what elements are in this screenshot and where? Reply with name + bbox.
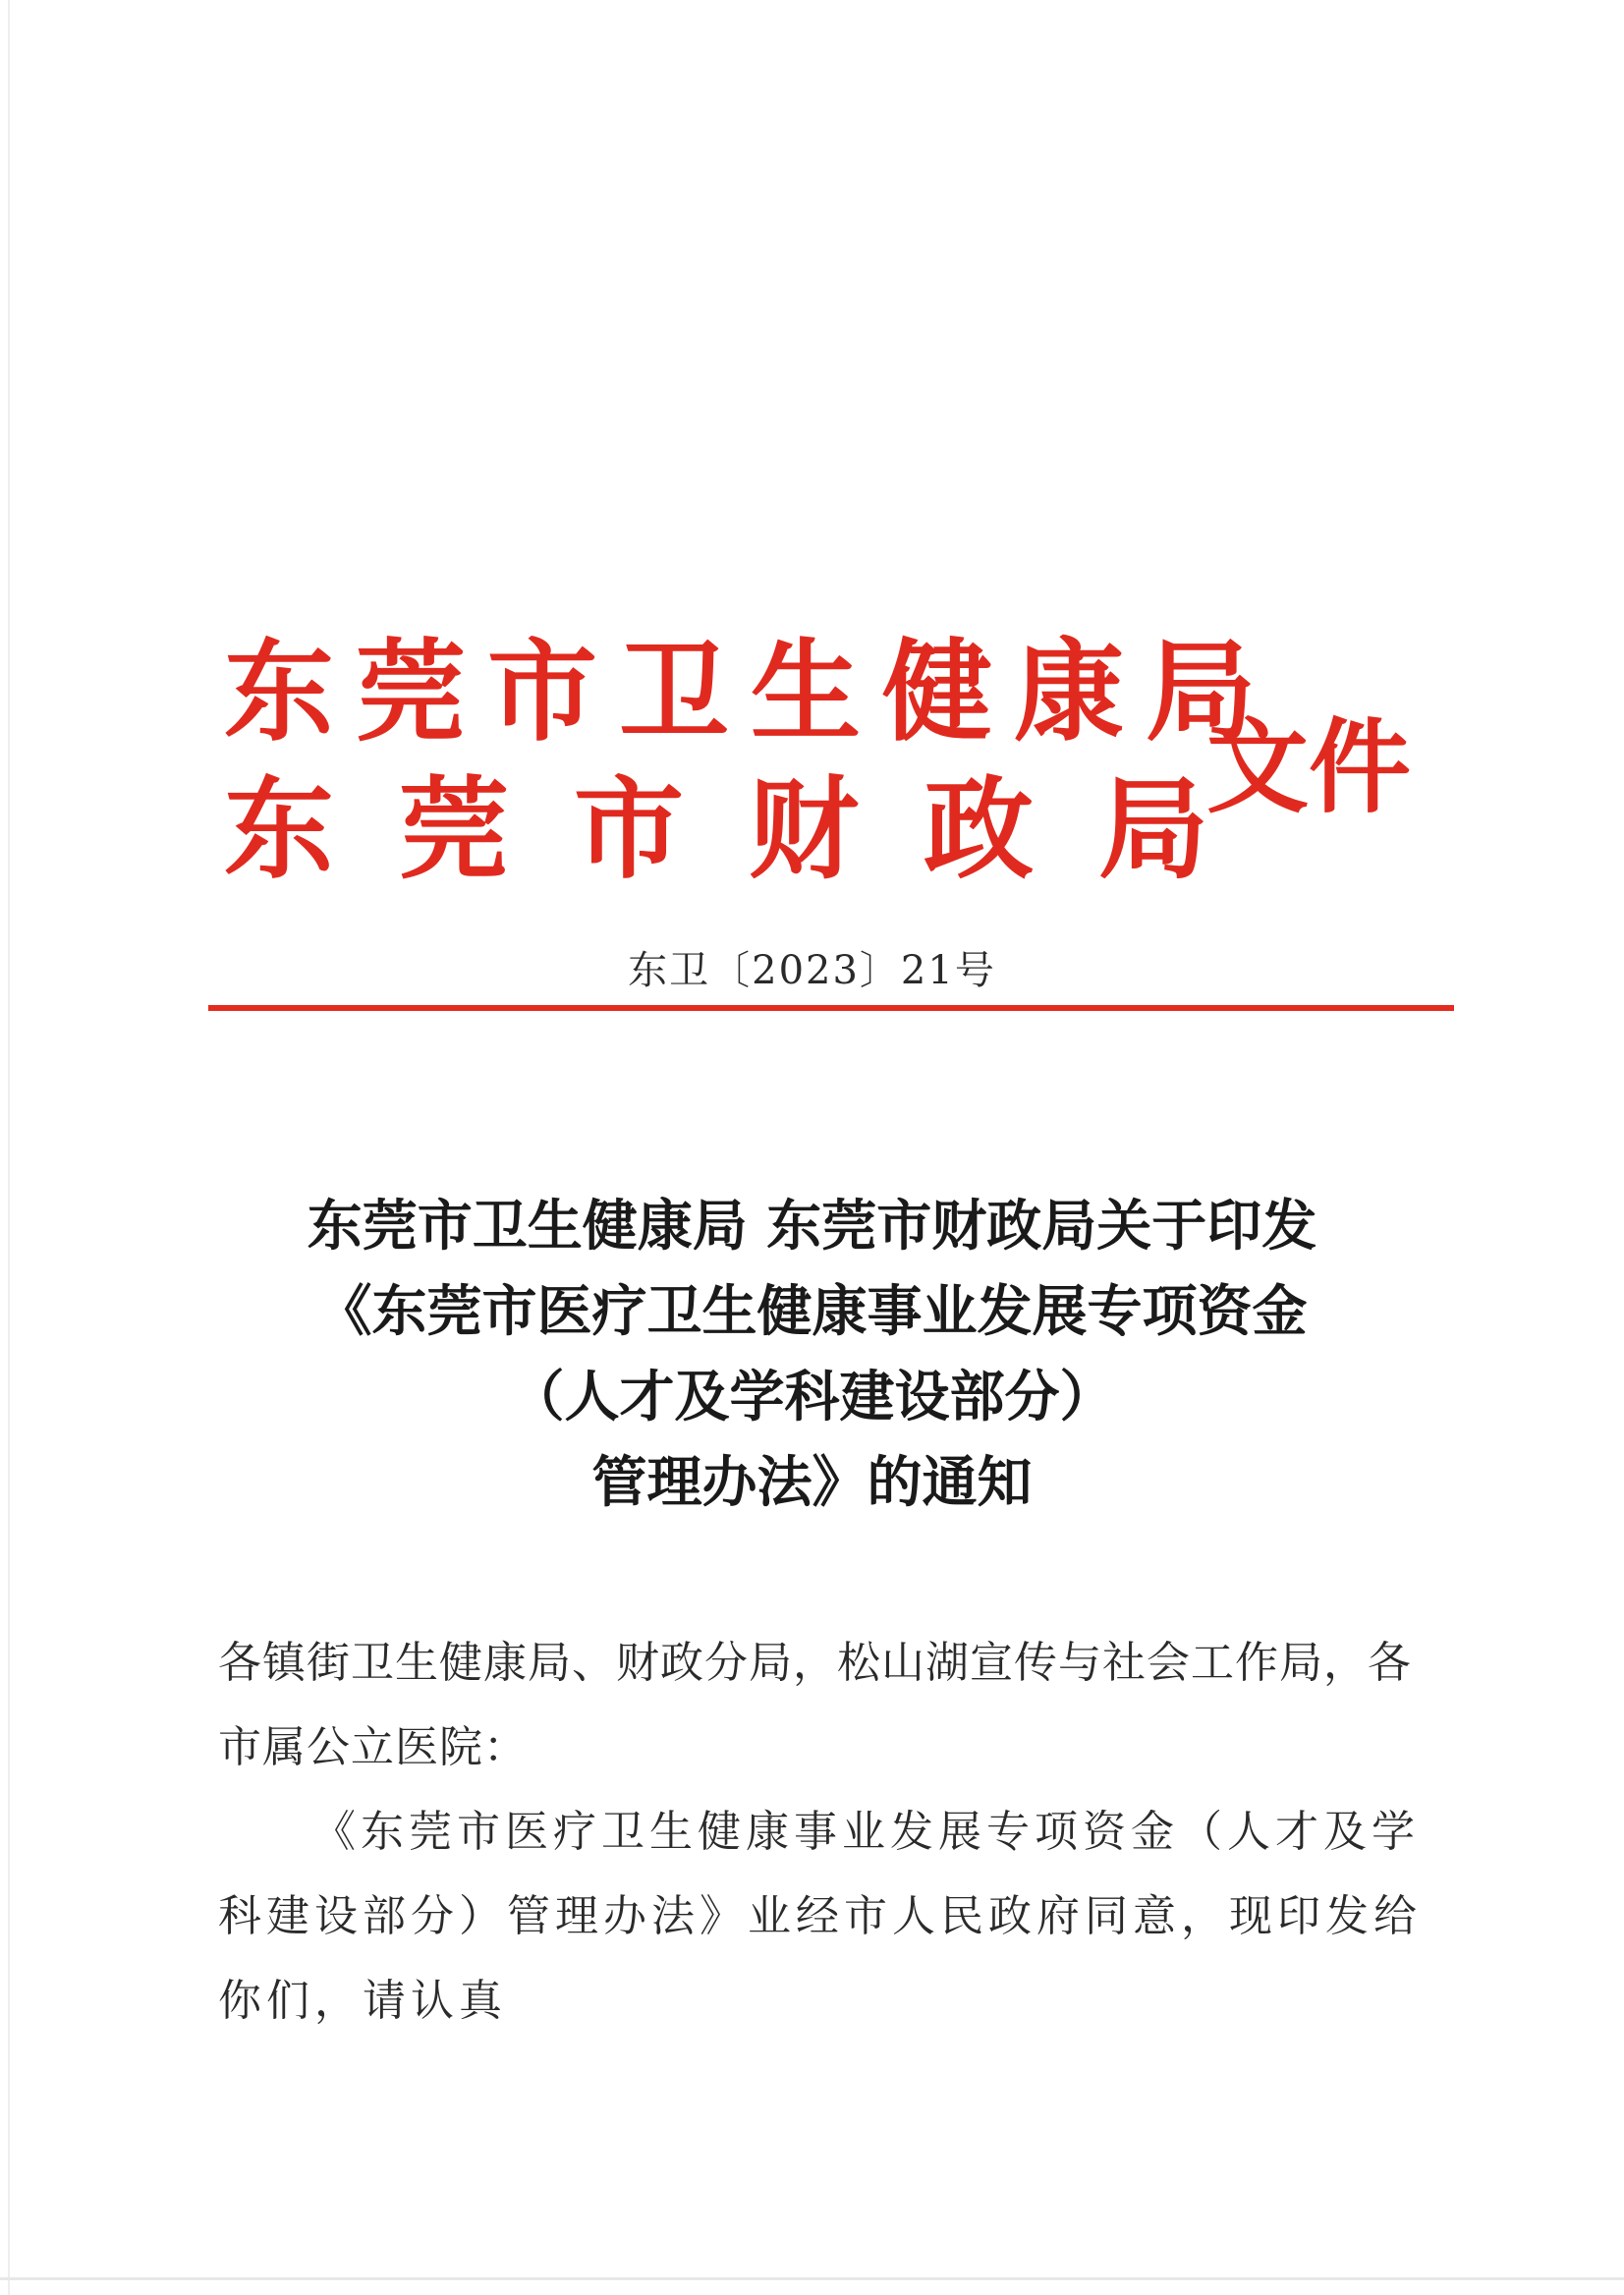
document-number: 东卫〔2023〕21号 (628, 948, 996, 993)
title-line-4: 管理办法》的通知 (591, 1450, 1033, 1515)
body-paragraph: 《东莞市医疗卫生健康事业发展专项资金（人才及学科建设部分）管理办法》业经市人民政府同意，现印发给你们，请认真 (218, 1807, 1422, 2026)
addressee: 各镇街卫生健康局、财政分局，松山湖宣传与社会工作局，各市属公立医院： (218, 1638, 1412, 1772)
document-title (0, 1184, 1624, 1526)
masthead-issuer-2: 东莞市财政局 (224, 765, 1273, 894)
title-line-3: （人才及学科建设部分） (509, 1365, 1115, 1429)
scan-edge-left (8, 0, 10, 2295)
masthead-issuer-1: 东莞市卫生健康局 (224, 628, 1277, 756)
red-separator-line (208, 1005, 1454, 1011)
masthead-doc-suffix: 文件 (1206, 706, 1412, 827)
scan-edge-bottom (0, 2277, 1624, 2280)
red-masthead (224, 629, 1462, 904)
title-line-1: 东莞市卫生健康局 东莞市财政局关于印发 (307, 1194, 1317, 1259)
title-line-2: 《东莞市医疗卫生健康事业发展专项资金 (316, 1279, 1308, 1344)
